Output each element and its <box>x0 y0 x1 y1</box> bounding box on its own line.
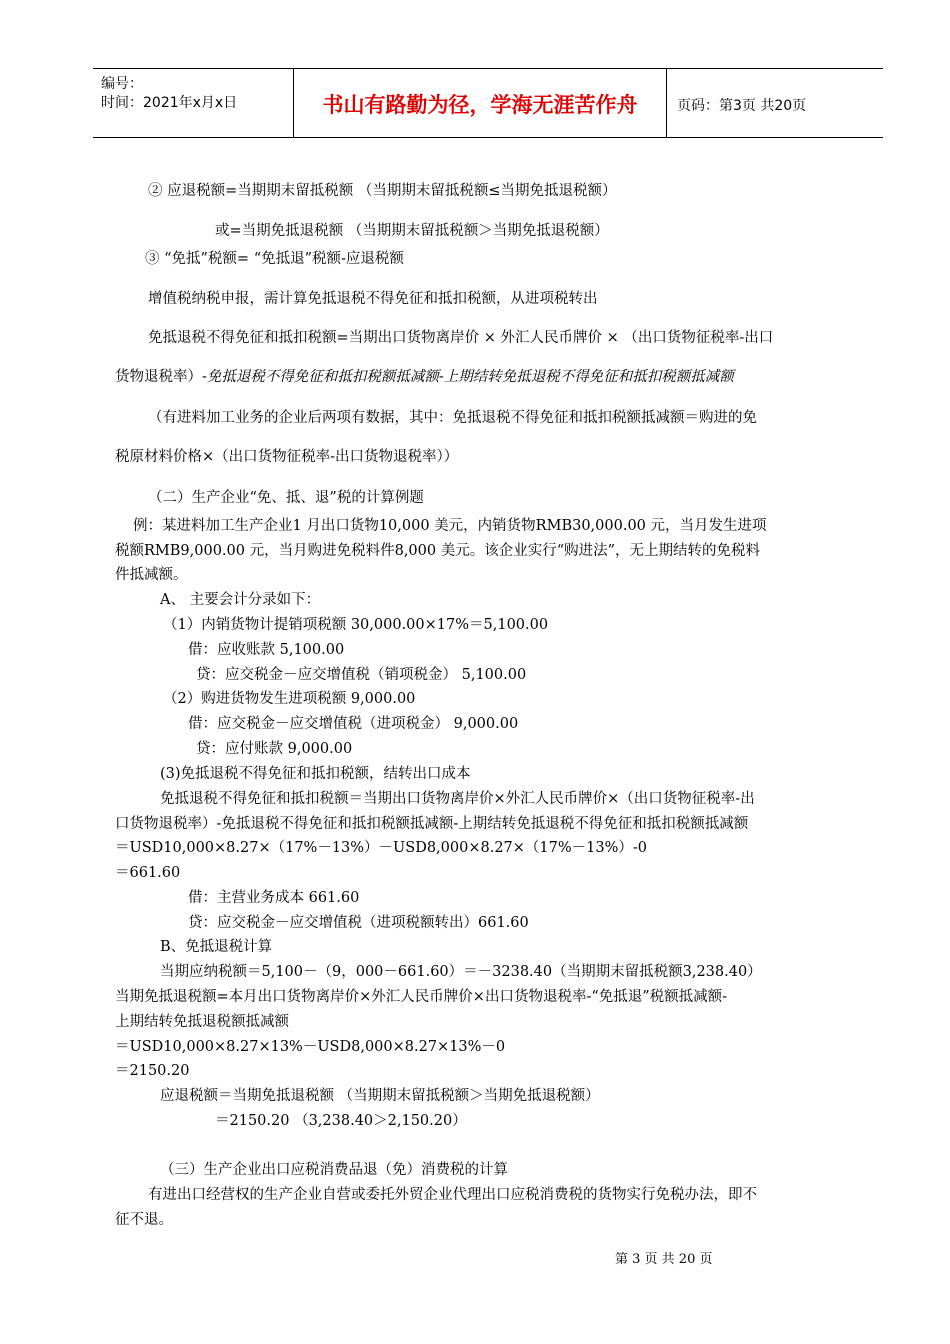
text-line: 税原材料价格×（出口货物征税率-出口货物退税率）） <box>115 449 459 465</box>
text-line: 应退税额＝当期免抵退税额 （当期期末留抵税额＞当期免抵退税额） <box>160 1088 600 1104</box>
text-line: 贷：应付账款 9,000.00 <box>196 741 353 757</box>
text-line: 免抵退税不得免征和抵扣税额＝当期出口货物离岸价×外汇人民币牌价×（出口货物征税率-出 <box>160 791 755 807</box>
text-line: 借：主营业务成本 661.60 <box>188 890 360 906</box>
text-line: （1）内销货物计提销项税额 30,000.00×17%＝5,100.00 <box>163 617 549 633</box>
text-line: 当期应纳税额＝5,100－（9，000－661.60）＝－3238.40（当期期末留抵税额3,238.40） <box>160 964 762 980</box>
text-line <box>115 368 734 386</box>
text-line: B、免抵退税计算 <box>160 939 273 955</box>
text-line: 借：应交税金－应交增值税（进项税金） 9,000.00 <box>188 716 519 732</box>
text-run: 货物退税率） <box>115 369 202 385</box>
text-line: 借：应收账款 5,100.00 <box>188 642 345 658</box>
text-line: （2）购进货物发生进项税额 9,000.00 <box>163 691 416 707</box>
text-line: （有进料加工业务的企业后两项有数据，其中：免抵退税不得免征和抵扣税额抵减额＝购进的免 <box>148 410 757 426</box>
text-line: ＝USD10,000×8.27×13%－USD8,000×8.27×13%－0 <box>115 1039 506 1055</box>
page-header <box>93 68 883 138</box>
text-line: 有进出口经营权的生产企业自营或委托外贸企业代理出口应税消费税的货物实行免税办法，即不 <box>148 1187 757 1203</box>
text-line: 征不退。 <box>115 1212 173 1228</box>
text-line: ＝661.60 <box>115 865 181 881</box>
text-line: ＝2150.20 （3,238.40＞2,150.20） <box>215 1113 467 1129</box>
document-time: 时间：2021年x月x日 <box>101 95 238 111</box>
page-footer: 第 3 页 共 20 页 <box>615 1252 713 1267</box>
header-motto: 书山有路勤为径，学海无涯苦作舟 <box>322 93 638 117</box>
header-page-cell <box>667 69 883 137</box>
text-line: ② 应退税额=当期期末留抵税额 （当期期末留抵税额≤当期免抵退税额） <box>148 183 617 199</box>
text-line: (3)免抵退税不得免征和抵扣税额，结转出口成本 <box>160 766 471 782</box>
text-line: ③ “免抵”税额= “免抵退”税额-应退税额 <box>145 251 404 267</box>
text-line: 税额RMB9,000.00 元，当月购进免税料件8,000 美元。该企业实行“购进法”，无上期结转的免税料 <box>115 543 761 559</box>
text-line: 贷：应交税金－应交增值税（进项税额转出）661.60 <box>188 915 529 931</box>
document-number: 编号： <box>101 76 143 92</box>
text-line: ＝USD10,000×8.27×（17%－13%）－USD8,000×8.27×（17%－13%）-0 <box>115 840 648 856</box>
text-line: 贷：应交税金－应交增值税（销项税金） 5,100.00 <box>196 667 527 683</box>
text-line: 例：某进料加工生产企业1 月出口货物10,000 美元，内销货物RMB30,000.00 元，当月发生进项 <box>133 518 767 534</box>
text-line: 当期免抵退税额=本月出口货物离岸价×外汇人民币牌价×出口货物退税率-“免抵退”税额抵减额- <box>115 989 728 1005</box>
text-line: 上期结转免抵退税额抵减额 <box>115 1014 289 1030</box>
text-line: 口货物退税率）-免抵退税不得免征和抵扣税额抵减额-上期结转免抵退税不得免征和抵扣税额抵减额 <box>115 816 749 832</box>
header-page-number: 页码：第3页 共20页 <box>677 98 807 114</box>
section-heading: （二）生产企业“免、抵、退”税的计算例题 <box>148 490 424 506</box>
section-heading: （三）生产企业出口应税消费品退（免）消费税的计算 <box>160 1162 508 1178</box>
header-meta-cell <box>93 69 294 137</box>
header-motto-cell <box>294 69 667 137</box>
text-line: A、 主要会计分录如下： <box>160 592 321 608</box>
text-line: 增值税纳税申报，需计算免抵退税不得免征和抵扣税额，从进项税转出 <box>148 291 598 307</box>
text-line: 免抵退税不得免征和抵扣税额=当期出口货物离岸价 × 外汇人民币牌价 × （出口货物征税率-出口 <box>148 330 774 346</box>
text-line: 件抵减额。 <box>115 567 188 583</box>
text-line: 或=当期免抵退税额 （当期期末留抵税额＞当期免抵退税额） <box>215 223 609 239</box>
text-line: ＝2150.20 <box>115 1063 190 1079</box>
text-run-italic: -免抵退税不得免征和抵扣税额抵减额-上期结转免抵退税不得免征和抵扣税额抵减额 <box>202 369 734 385</box>
